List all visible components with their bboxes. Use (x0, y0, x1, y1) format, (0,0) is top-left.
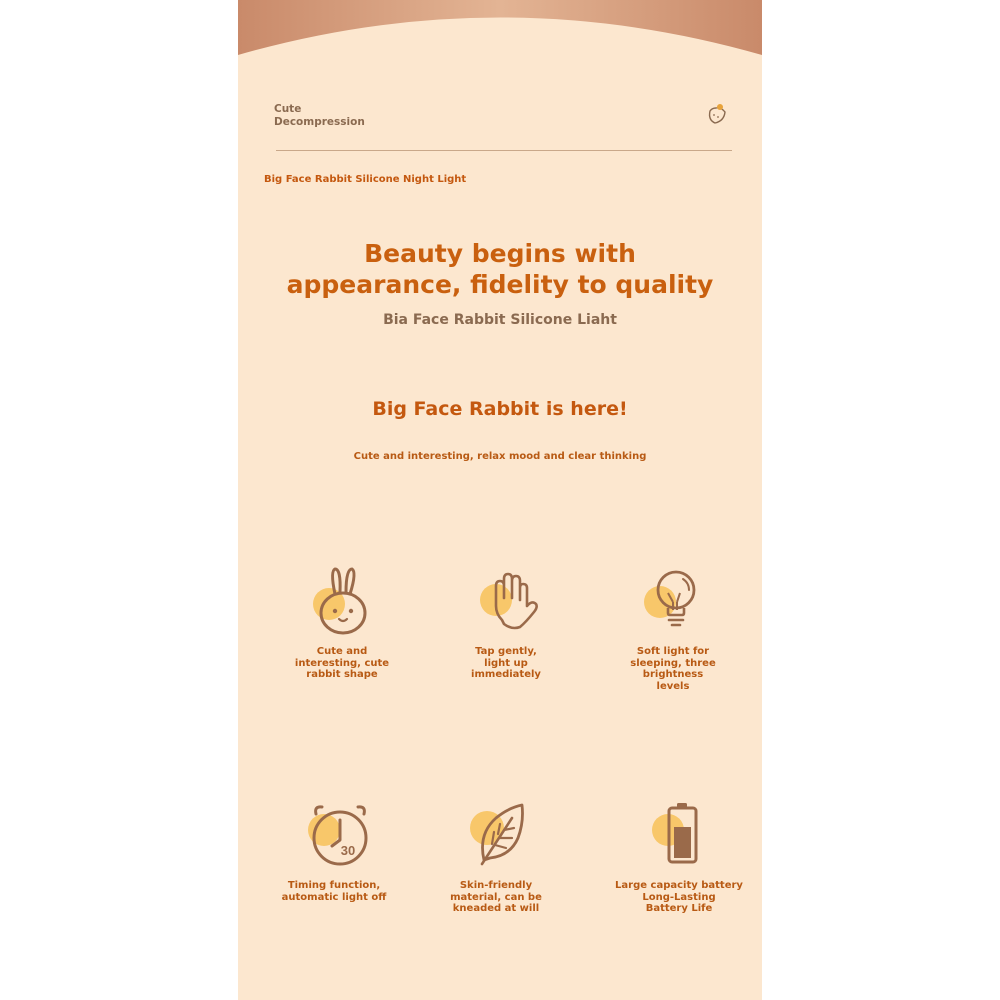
feature-line: Battery Life (645, 903, 713, 914)
feature-line: light up (484, 657, 528, 669)
product-label: Big Face Rabbit Silicone Night Light (264, 174, 467, 185)
feature-line: Large capacity battery (615, 880, 743, 891)
feature-line: sleeping, three (630, 657, 716, 669)
timer-clock-icon (294, 800, 374, 880)
hand-icon (466, 566, 546, 646)
intro-title: Big Face Rabbit is here! (372, 398, 628, 420)
feature-label (421, 880, 571, 915)
feature-label (259, 880, 409, 903)
feature-rabbit-shape (267, 566, 417, 681)
feature-line: levels (656, 680, 690, 692)
leaf-icon (456, 800, 536, 880)
product-page (238, 0, 762, 1000)
feature-label (604, 880, 754, 915)
feature-line: automatic light off (281, 891, 387, 903)
feature-line: Soft light for (636, 646, 710, 657)
strawberry-icon (704, 100, 730, 126)
feature-line: Cute and (316, 646, 368, 657)
feature-battery (604, 800, 754, 915)
feature-line: Tap gently, (475, 646, 537, 657)
feature-label (431, 646, 581, 681)
lightbulb-icon (633, 566, 713, 646)
feature-line: Timing function, (287, 880, 381, 891)
feature-tap-gently (431, 566, 581, 681)
feature-line: interesting, cute (294, 657, 390, 669)
subhead: Bia Face Rabbit Silicone Liaht (383, 312, 617, 328)
feature-skin-friendly (421, 800, 571, 915)
battery-icon (639, 800, 719, 880)
header-divider (276, 150, 732, 151)
clock-number: 30 (340, 843, 356, 858)
feature-line: rabbit shape (306, 669, 378, 680)
top-arc-decoration (238, 0, 762, 60)
feature-line: Skin-friendly (459, 880, 533, 891)
feature-soft-light (598, 566, 748, 692)
intro-subtitle: Cute and interesting, relax mood and clear thinking (353, 451, 647, 462)
feature-label (598, 646, 748, 692)
feature-timing (259, 800, 409, 903)
feature-label (267, 646, 417, 681)
brand-tagline (274, 103, 365, 129)
feature-line: material, can be (450, 891, 542, 903)
feature-line: immediately (471, 669, 541, 680)
brand-line-1: Cute (274, 103, 302, 115)
rabbit-icon (302, 566, 382, 646)
headline-line-2: appearance, fidelity to quality (286, 270, 714, 299)
headline-line-1: Beauty begins with (364, 239, 636, 268)
feature-line: Long-Lasting (642, 891, 716, 903)
feature-line: kneaded at will (452, 903, 540, 914)
feature-line: brightness (642, 669, 704, 680)
brand-line-2: Decompression (274, 116, 365, 128)
headline (238, 238, 762, 300)
